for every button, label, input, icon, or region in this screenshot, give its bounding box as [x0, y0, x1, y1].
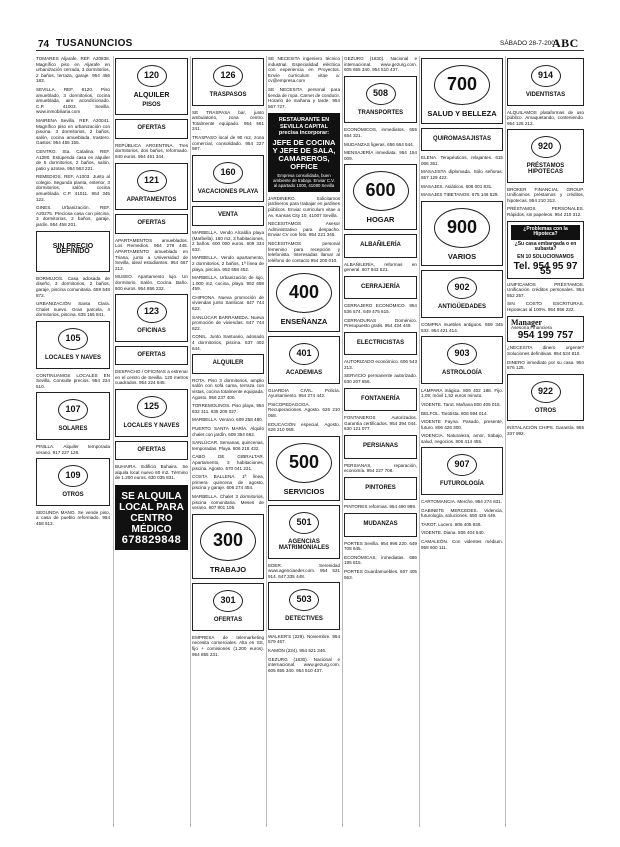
classified-ad: CHIPIONA. Nueva promoción de viviendas junto Sanlúcar. 647 744 622. [192, 294, 264, 312]
category-box [344, 164, 417, 230]
classified-ad: NECESITAMOS Asesor Administrativo para despacho. Enviar CV con foto. 954 221 345. [268, 221, 340, 238]
category-name: ACADEMIAS [285, 369, 323, 376]
category-number: 500 [276, 443, 332, 483]
classified-ad: DESPACHO / OFICINAS a estrenar en el centro de Sevilla. 120 metros cuadrados. 954 224 845. [115, 369, 188, 386]
category-name: ASTROLOGÍA [442, 370, 482, 377]
ad-body: Empresa consolidada, buen ambiente de trabajo. Enviar C.V. al apartado 1000, 41080 Sevilla [273, 172, 335, 188]
category-box [115, 294, 188, 342]
classified-ad: CERRAJERO ECONÓMICO. 954 536 574. 649 475 615. [344, 303, 417, 314]
classified-ad: GEZURG (1830). Nacional e internacional. www.gezurg.com. 605 655 340. 954 510 437. [344, 56, 417, 73]
category-number: 121 [137, 170, 167, 192]
classified-ad: MASAJES TIBETANOS. 675 146 529. [421, 192, 499, 198]
subcategory-label: ALBAÑILERÍA [360, 241, 401, 248]
ad-headline: ¿Problemas con la Hipoteca? [511, 225, 580, 240]
category-name: VARIOS [447, 251, 477, 261]
column-6 [421, 56, 503, 827]
category-number: 300 [200, 521, 256, 561]
category-box [421, 201, 503, 267]
category-box [192, 155, 264, 203]
ad-question: ¿Su casa embargada o en subasta? [514, 240, 577, 253]
category-number: 107 [58, 399, 88, 421]
classified-ad: PERSIANAS, reparación, economía. 954 227 708. [344, 462, 417, 474]
category-number: 503 [289, 589, 319, 611]
classified-ad: MARBELLA. Vendo apartamento, 2 dormitorios, 2 baños, 1ª línea de playa, piscina. 952 658 452. [192, 255, 264, 272]
classified-ad: JARDINERO. Solicitamos jardineros para trabajar en jardines públicos. Enviar curriculum vitae a Av. Kansas City 10, 41007 Sevilla. [268, 195, 340, 218]
category-name: AGENCIAS MATRIMONIALES [278, 539, 330, 551]
classified-ad: VIDENCIA. Naturaleza, amor, trabajo, salud, negocios. 806 414 455. [421, 433, 503, 444]
classified-ad: SERVICIO permanente autorizado. 630 207 656. [344, 373, 417, 385]
column-1 [36, 56, 110, 827]
category-name: PRÉSTAMOS HIPOTECAS [526, 163, 565, 175]
classified-ad: EMPRESA de telemarketing necesita comerciales. Alta en SS, fijo + comisiones (1.200 euros). 954 855 231. [192, 634, 264, 657]
ad-title: Manager [511, 317, 543, 327]
classified-ad: MARBELLA. Urbanización de lujo, 1.000 m2, cocina, playa. 952 658 459. [192, 275, 264, 292]
classified-ad: SANLÚCAR. Semanas, quincenas, temporadas. Playa. 606 218 432. [192, 440, 264, 451]
classified-ad: BELFOL. Tarotista. 806 594 014. [421, 410, 488, 416]
classified-ad: CONIL. Junto Santuario, adosado 4 dormitorios, piscina. 637 402 644. [192, 334, 264, 351]
column-divider [505, 56, 506, 827]
classified-ad: ALBAÑILERÍA, reformas en general. 607 843 521. [344, 261, 417, 273]
subcategory-box [344, 513, 417, 537]
column-divider [113, 56, 114, 827]
category-number: 907 [447, 454, 477, 476]
header-rule [36, 50, 584, 51]
category-number: 508 [366, 83, 396, 105]
column-divider [266, 56, 267, 827]
classified-ad: PINILLA. Alquiler temporada verano. 917 227 126. [36, 443, 110, 455]
category-name: TRASPASOS [209, 92, 247, 98]
section-title: TUSANUNCIOS [56, 38, 133, 49]
category-box [421, 58, 503, 124]
classified-ad: NECESITAMOS personal femenino para recepción y telefonista. Interesadas llamar al teléfono de contacto 954 200 010. [268, 241, 340, 263]
classified-ad: VIDENTE Fayna. Pasado, presente, futuro. 806 426 300. [421, 419, 503, 430]
ad-subtitle: Asesoría Financiera [511, 325, 552, 331]
display-ad-manager [507, 316, 584, 343]
category-number: 120 [137, 65, 167, 87]
classified-ad: FONTANEROS Autorizados. Garantía certificados. 954 394 044. 630 121 077. [344, 415, 417, 432]
category-box [507, 58, 584, 106]
classified-ad: SANLÚCAR BARRAMEDA. Nueva promoción de viviendas. 647 744 622. [192, 314, 264, 331]
category-box [115, 58, 188, 115]
subcategory-label: MUDANZAS [363, 521, 398, 527]
classified-ad: CONTINUAMOS LOCALES EN Sevilla. Consulte precios. 954 224 510. [36, 372, 110, 389]
subcategory-label: PERSIANAS [362, 443, 398, 450]
subcategory-box [115, 346, 188, 366]
subcategory-label: OFERTAS [137, 125, 166, 132]
classified-ad: CENTRO. Sta. Catalina. REF. A1280. Estupenda casa en alquiler de 5 dormitorios, 2 baños, salón, patio y azotea. 954 563 221. [36, 148, 110, 171]
ad-title: JEFE DE COCINA Y JEFE DE SALA, CAMAREROS, OFFICE [272, 137, 336, 171]
classified-ad: SE NECESITA personal para tienda de ropa. Carnet de conducir. Horario de mañana y tarde. 954 567 727. [268, 86, 340, 109]
classified-ad: TORREMOLINOS. Piso playa, 954 632 311. 635 209 027. [192, 403, 264, 414]
classified-ad: MARBELLA. Vendo Alcaldía playa (Marbella), 160 m2, 3 habitaciones, 2 baños. 600 000 euros. 609 334 632. [192, 229, 264, 252]
publication-date: SÁBADO 28-7-2007 [500, 40, 559, 47]
column-4 [268, 56, 340, 827]
category-name: VACACIONES PLAYA [197, 188, 259, 195]
category-number: 301 [213, 590, 243, 612]
category-number: 501 [289, 512, 319, 534]
subcategory-label: CERRAJERÍA [360, 283, 400, 290]
category-number: 903 [447, 343, 477, 365]
subcategory-box [115, 119, 188, 139]
classified-ad: PUERTO SANTA MARÍA. Alquilo chalet con jardín. 609 354 662. [192, 425, 264, 437]
category-subname: PISOS [142, 101, 161, 108]
subcategory-box [344, 435, 417, 459]
category-box [36, 458, 110, 506]
classified-ad: CAMALEÓN. Con videntes médium. 958 600 111. [421, 539, 503, 550]
ad-line: SE ALQUILA [121, 491, 182, 503]
category-number: 105 [58, 328, 88, 350]
category-box [36, 321, 110, 369]
subcategory-box [115, 441, 188, 461]
category-name: FUTUROLOGÍA [440, 481, 484, 488]
classified-ad: BUHAIRA. Edificio Buhaira. Se alquila local nuevo 60 m2. Término de 1.200 euros. 630 035 831. [115, 464, 188, 481]
subcategory-box [344, 388, 417, 412]
brand-logo: ABC [552, 36, 579, 50]
subcategory-box [115, 214, 188, 234]
classified-ad: ELENA. Terapéuticos, relajantes. 615 066 361. [421, 155, 503, 166]
classified-ad: TAROT. Lucero. 806 405 936. [421, 521, 482, 527]
category-box [192, 514, 264, 580]
classified-ad: MENSAJERÍA inmediata. 954 154 009. [344, 150, 417, 161]
classified-ad: ECONÓMICOS, inmediatos. 655 654 321. [344, 127, 417, 138]
classified-ad: REMEDIOS. REF. A1003. Junto al colegio. Segunda planta, exterior, 3 dormitorios, salón, cocina amueblada. C.P. 41011. 954 345 122. [36, 174, 110, 202]
category-name: OTROS [534, 407, 557, 414]
subcategory-label: ELECTRICISTAS [356, 339, 405, 346]
classified-ad: COMPRA muebles antiguos. 659 345 532. 954 421 414. [421, 321, 503, 333]
classified-ad: PRÉSTAMOS PERSONALES. Rápidos, sin papeleos. 954 210 312. [507, 206, 584, 217]
category-box [192, 58, 264, 106]
category-name: ALQUILER [133, 92, 170, 99]
category-box [192, 583, 264, 631]
classified-ad: LÁMPARA mágica. 806 402 188. Fijo. 1,09; móvil 1,52 euros minuto. [421, 387, 503, 399]
category-box [115, 389, 188, 437]
category-number: 902 [447, 277, 477, 299]
category-name: SERVICIOS [283, 486, 325, 496]
category-number: 900 [434, 208, 490, 248]
category-number: 700 [434, 65, 490, 105]
category-box [421, 270, 503, 318]
category-name: ENSEÑANZA [280, 317, 328, 327]
column-3 [192, 56, 264, 827]
classified-ad: EDER. Serenidad www.agenciaeder.com. 954 531 914. 647 335 448. [268, 562, 340, 579]
subcategory-label: VENTA [218, 212, 238, 219]
classified-ad: GEZURG (1830). Nacional e internacional. www.gezurg.com. 605 655 340. 954 510 437. [268, 656, 340, 673]
classified-ad: URBANIZACIÓN Santa Clara. Chalet nuevo. Gran parcela, 4 dormitorios, piscina. 635 165 841. [36, 301, 110, 318]
page-number: 74 [38, 39, 50, 50]
classified-ad: SE TRASPASA bar, junto ambulatorio, zona centro. Totalmente equipado. 954 561 241. [192, 109, 264, 132]
subcategory-label: OFERTAS [137, 351, 166, 358]
classified-ad: ROTA. Piso 3 dormitorios, amplio salón con sofá cama, terraza con vistas, cocina totalmente equipada. Agosto. 956 237 400. [192, 377, 264, 400]
category-name: APARTAMENTOS [126, 196, 177, 203]
ad-line: LOCAL PARA [119, 502, 184, 514]
classified-ad: MARBELLA. Chalet 3 dormitorios, piscina comunitaria. Meses de verano. 607 801 105. [192, 493, 264, 511]
category-number: 922 [531, 381, 561, 403]
category-box [507, 374, 584, 422]
ad-line: CENTRO [130, 513, 173, 525]
category-box [36, 392, 110, 440]
category-box [36, 231, 110, 272]
subcategory-label: ALQUILER [212, 360, 244, 367]
category-box [115, 163, 188, 211]
column-divider [342, 56, 343, 827]
classified-ad: KAMÓN (224). 954 521 346. [268, 648, 327, 654]
classified-ad: REPÚBLICA ARGENTINA. Tres dormitorios, dos baños, reformado. 840 euros. 954 451 344. [115, 142, 188, 159]
classified-ad: SEVILLA. REF. 8120. Piso amueblado, 3 dormitorios, cocina amueblada, aire acondicionado. C.P. 41003. Sevilla. www.inmobiliaria.com [36, 86, 110, 115]
category-name: OFERTAS [213, 617, 243, 624]
category-number: 920 [531, 136, 561, 158]
column-divider [190, 56, 191, 827]
category-name: SALUD Y BELLEZA [427, 109, 497, 118]
classified-ad: MASAJISTA diplomada. Sólo señoras. 657 129 422. [421, 169, 503, 180]
classified-ad: PINTORES reformas. 954 490 989. [344, 504, 417, 510]
display-ad-hipoteca [507, 221, 584, 279]
ad-line: MÉDICO [131, 524, 172, 536]
ad-headline: RESTAURANTE EN SEVILLA CAPITAL precisa incorporar: [278, 117, 330, 137]
classified-ad: WALKER'S (229). Noviembre. 954 579 467. [268, 633, 340, 645]
classified-ad: DINERO inmediato por su casa. 954 876 125. [507, 359, 584, 371]
classified-ad: MAIRENA Sevilla. REF. A20041. Magnífico piso en urbanización con piscina. 3 dormitorios, 2 baños, salón, cocina amueblada, trastero. Gastos: 954 455 155. [36, 117, 110, 146]
category-box [421, 336, 503, 384]
classified-ad: APARTAMENTOS amueblados. Los Remedios. 954 278 445. APARTAMENTO amueblado en Triana, junto a Universidad de Sevilla, ideal estudiantes. 954 667 212. [115, 237, 188, 271]
classified-ad: MARBELLA. Verano. 609 258 480. [192, 417, 263, 423]
classified-ad: GABINETE MERCEDES. Videncia, futurología, soluciones. 650 426 449. [421, 507, 503, 519]
classified-ad: SIN COSTO ESCRITURAS. Hipotecas al 100%. 954 856 232. [507, 301, 584, 313]
category-box [421, 447, 503, 495]
column-7 [507, 56, 584, 827]
classified-ad: PORTES Guardamuebles. 607 405 553. [344, 568, 417, 580]
category-name: DETECTIVES [285, 616, 323, 623]
category-number: 126 [213, 65, 243, 87]
category-name: SOLARES [58, 426, 88, 433]
classified-ad: EDUCACIÓN especial. Agosto. 626 210 058. [268, 421, 340, 433]
category-name: TRABAJO [209, 564, 247, 574]
display-ad-local-medico [115, 485, 188, 550]
classified-ad: CERRADURAS Doménico. Presupuesto gratis. 954 434 449. [344, 317, 417, 329]
subcategory-label: PINTORES [365, 484, 396, 491]
category-box [268, 505, 340, 558]
category-name: SIN PRECIO DEFINIDO [52, 242, 94, 256]
classified-ad: BROKER FINANCIAL GROUP. Unificamos préstamos y créditos, hipotecas. 954 210 312. [507, 186, 584, 203]
subcategory-label: OFERTAS [137, 220, 166, 227]
classified-ad: INSTALACIÓN CHIPS. Garantía. 955 337 992. [507, 425, 584, 436]
classified-ad: GUARDIA CIVIL. Policía. Ayuntamiento. 954 274 442. [268, 387, 340, 399]
classified-ad: CARTOMANCIA. Merche. 954 274 831. [421, 499, 503, 505]
classified-ad: TOMARES Aljarafe. REF. A20838. Magnífico piso en Aljarafe en urbanización cerrada, 3 dormitorios, 2 baños, terraza, garaje. 954 456 183. [36, 56, 110, 84]
category-name: HOGAR [366, 215, 395, 225]
subcategory-box [344, 477, 417, 501]
category-name: LOCALES Y NAVES [44, 354, 101, 361]
classified-ad: VIDENTE. Diana. 806 404 540. [421, 530, 485, 536]
category-name: VIDENTISTAS [525, 92, 566, 98]
subcategory-box [344, 276, 417, 300]
subcategory-box [344, 234, 417, 258]
ad-phone: 678829848 [121, 534, 182, 547]
category-box [268, 266, 340, 332]
category-name: OFICINAS [137, 328, 166, 335]
category-number: 125 [137, 396, 167, 418]
classified-ad: PSICOPEDAGOGA. Recuperaciones. Agosto. 626 210 058. [268, 401, 340, 418]
ad-phone: Tel. 954 95 97 55 [513, 260, 578, 278]
category-number: 914 [531, 65, 561, 87]
category-number: 401 [289, 343, 319, 365]
classified-ad: ECONÓMICAS, inmediatas. 686 195 815. [344, 554, 417, 566]
category-number: 109 [58, 465, 88, 487]
classified-ad: SEGUNDA MANO. Se vende piso, a casa de pueblo reformado. 954 458 613. [36, 509, 110, 526]
classified-ad: SE NECESITA ingeniero técnico industrial. Especialidad eléctrica con experiencia en Proyectos. Envíe curriculum vitae a: cv@empresa.com [268, 56, 340, 84]
classified-ad: CABO DE GIBRALTAR. Apartamento, 3 habitaciones, piscina. Agosto. 670 041 231. [192, 454, 264, 471]
category-number: 123 [137, 301, 167, 323]
classified-ad: GINES. Urbanización. REF. A20275. Preciosa casa con piscina, 3 dormitorios, 2 baños, garaje, jardín. 954 458 201. [36, 205, 110, 228]
classified-ad: TRASPASO local de 90 m2, zona comercial, consolidado. 954 227 987. [192, 134, 264, 152]
subcategory-label: OFERTAS [137, 446, 166, 453]
subcategory-box [192, 354, 264, 374]
category-box [268, 336, 340, 384]
subcategory-box [344, 332, 417, 356]
category-name: ANTIGÜEDADES [437, 304, 486, 311]
classified-ad: COSTA BALLENA. 1ª línea, primera quincena de agosto, piscina y garaje. 606 274 454. [192, 474, 264, 491]
column-divider [419, 56, 420, 827]
column-5 [344, 56, 417, 827]
classified-ad: BORMUJOS. Casa adosada de diseño, 3 dormitorios, 2 baños, garaje, piscina comunitaria. 659 548 872. [36, 275, 110, 298]
ad-phone: 954 199 757 [517, 329, 574, 341]
classified-ad: MUSEO. Apartamento lujo. Un dormitorio. Salón. Cocina. Baño. 600 euros. 954 856 232. [115, 274, 188, 291]
category-name: TRANSPORTES [357, 109, 404, 116]
classified-ad: UNIFICAMOS PRÉSTAMOS. Unificación créditos personales. 954 552 257. [507, 281, 584, 298]
ad-subtitle: EN 10 SOLUCIONAMOS [517, 253, 574, 260]
subcategory-label: QUIROMASAJISTAS [433, 135, 491, 142]
category-name: OTROS [62, 492, 84, 499]
category-number: 400 [276, 273, 332, 313]
category-number: 160 [213, 162, 243, 184]
category-box [507, 129, 584, 182]
column-2 [115, 56, 188, 827]
classified-ad: AUTORIZADO económico. 606 543 213. [344, 359, 417, 370]
classified-ad: VIDENTE. Tarot. Mañana 800 405 015. [421, 401, 501, 407]
category-name: LOCALES Y NAVES [123, 423, 180, 430]
category-number: 600 [353, 171, 409, 211]
classified-ad: MUDANZAS ligeras. 656 664 544. [344, 141, 414, 147]
subcategory-box [192, 206, 264, 226]
display-ad-restaurante [268, 113, 340, 192]
classified-ad: PORTES Sevilla. 954 996 220. 649 708 645. [344, 540, 417, 552]
classified-ad: ¿NECESITA dinero urgente? Soluciones definitivas. 954 524 810. [507, 345, 584, 357]
classified-ad: MASAJES. Asiáticos. 606 001 831. [421, 183, 493, 189]
subcategory-label: FONTANERÍA [361, 395, 400, 402]
category-box [268, 582, 340, 630]
category-box [344, 76, 417, 124]
subcategory-box [421, 128, 503, 152]
category-box [268, 436, 340, 502]
classified-ad: ALQUILAMOS plataformas de uso público. Amaquetando, conteniendo. 954 125 212. [507, 109, 584, 126]
